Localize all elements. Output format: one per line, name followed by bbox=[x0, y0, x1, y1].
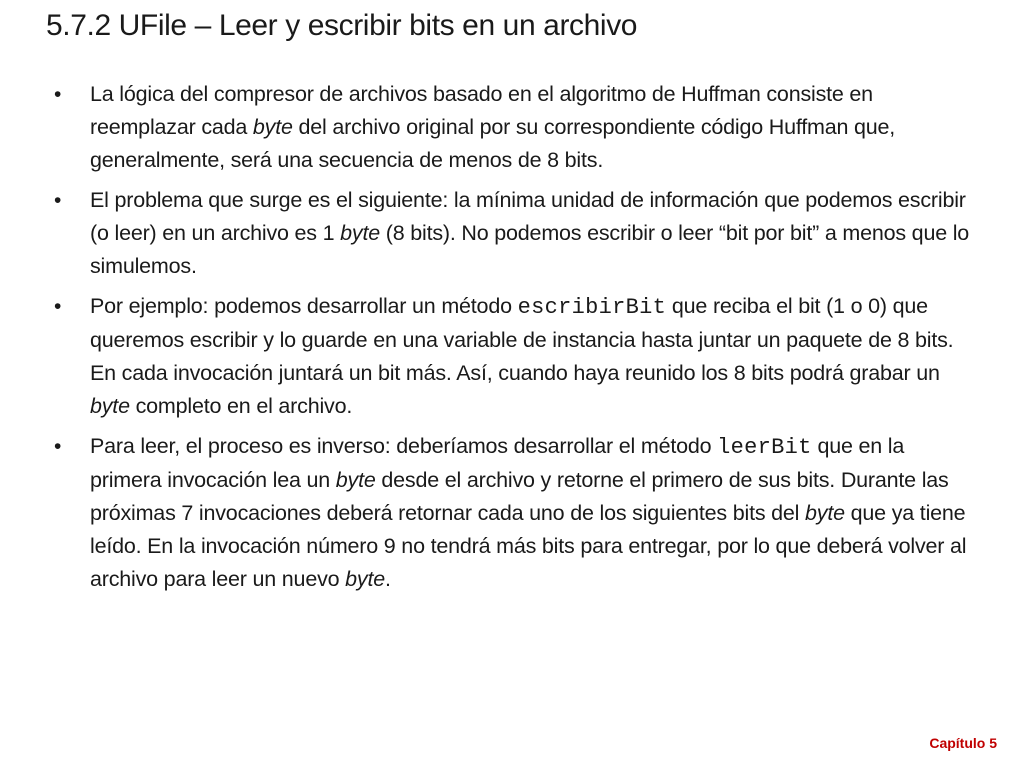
bullet-dot-icon: • bbox=[54, 189, 62, 212]
bullet-item bbox=[48, 78, 978, 177]
bullet-text-italic: byte bbox=[335, 468, 376, 492]
bullet-item bbox=[48, 184, 978, 283]
bullet-dot-icon: • bbox=[54, 295, 62, 318]
slide-title: 5.7.2 UFile – Leer y escribir bits en un archivo bbox=[46, 9, 638, 42]
bullet-text: (8 bits). No podemos escribir o leer “bit por bit” a menos que lo simulemos. bbox=[90, 221, 970, 278]
bullet-item bbox=[48, 430, 978, 596]
method-name-code: leerBit bbox=[717, 435, 812, 460]
bullet-text: Para leer, el proceso es inverso: deberíamos desarrollar el método bbox=[90, 434, 718, 458]
bullet-item bbox=[48, 290, 978, 423]
bullet-text: que reciba el bit (1 o 0) que queremos escribir y lo guarde en una variable de instancia hasta juntar un paquete de 8 bits. En cada invocación juntará un bit más. Así, cuando haya reunido los 8 bits podrá grabar un bbox=[90, 294, 954, 385]
bullet-text: El problema que surge es el siguiente: la mínima unidad de información que podemos escribir (o leer) en un archivo es 1 bbox=[90, 188, 966, 245]
bullet-text: completo en el archivo. bbox=[129, 394, 353, 418]
chapter-footer: Capítulo 5 bbox=[929, 735, 997, 751]
bullet-text-italic: byte bbox=[252, 115, 293, 139]
bullet-dot-icon: • bbox=[54, 83, 62, 106]
bullet-list bbox=[48, 78, 978, 596]
bullet-text: . bbox=[385, 567, 391, 591]
bullet-text: La lógica del compresor de archivos basado en el algoritmo de Huffman consiste en reemplazar cada bbox=[90, 82, 873, 139]
bullet-text: que en la primera invocación lea un bbox=[90, 434, 905, 492]
bullet-text: desde el archivo y retorne el primero de sus bits. Durante las próximas 7 invocaciones deberá retornar cada uno de los siguientes bits del bbox=[90, 468, 949, 525]
bullet-text: Por ejemplo: podemos desarrollar un método bbox=[90, 294, 518, 318]
bullet-text: que ya tiene leído. En la invocación número 9 no tendrá más bits para entregar, por lo que deberá volver al archivo para leer un nuevo bbox=[90, 501, 967, 591]
bullet-text-italic: byte bbox=[90, 394, 130, 418]
bullet-dot-icon: • bbox=[54, 435, 62, 458]
bullet-text-italic: byte bbox=[805, 501, 845, 525]
bullet-text-italic: byte bbox=[340, 221, 380, 245]
bullet-text-italic: byte bbox=[345, 567, 385, 591]
bullet-text: del archivo original por su correspondiente código Huffman que, generalmente, será una secuencia de menos de 8 bits. bbox=[90, 115, 896, 172]
method-name-code: escribirBit bbox=[517, 295, 667, 320]
